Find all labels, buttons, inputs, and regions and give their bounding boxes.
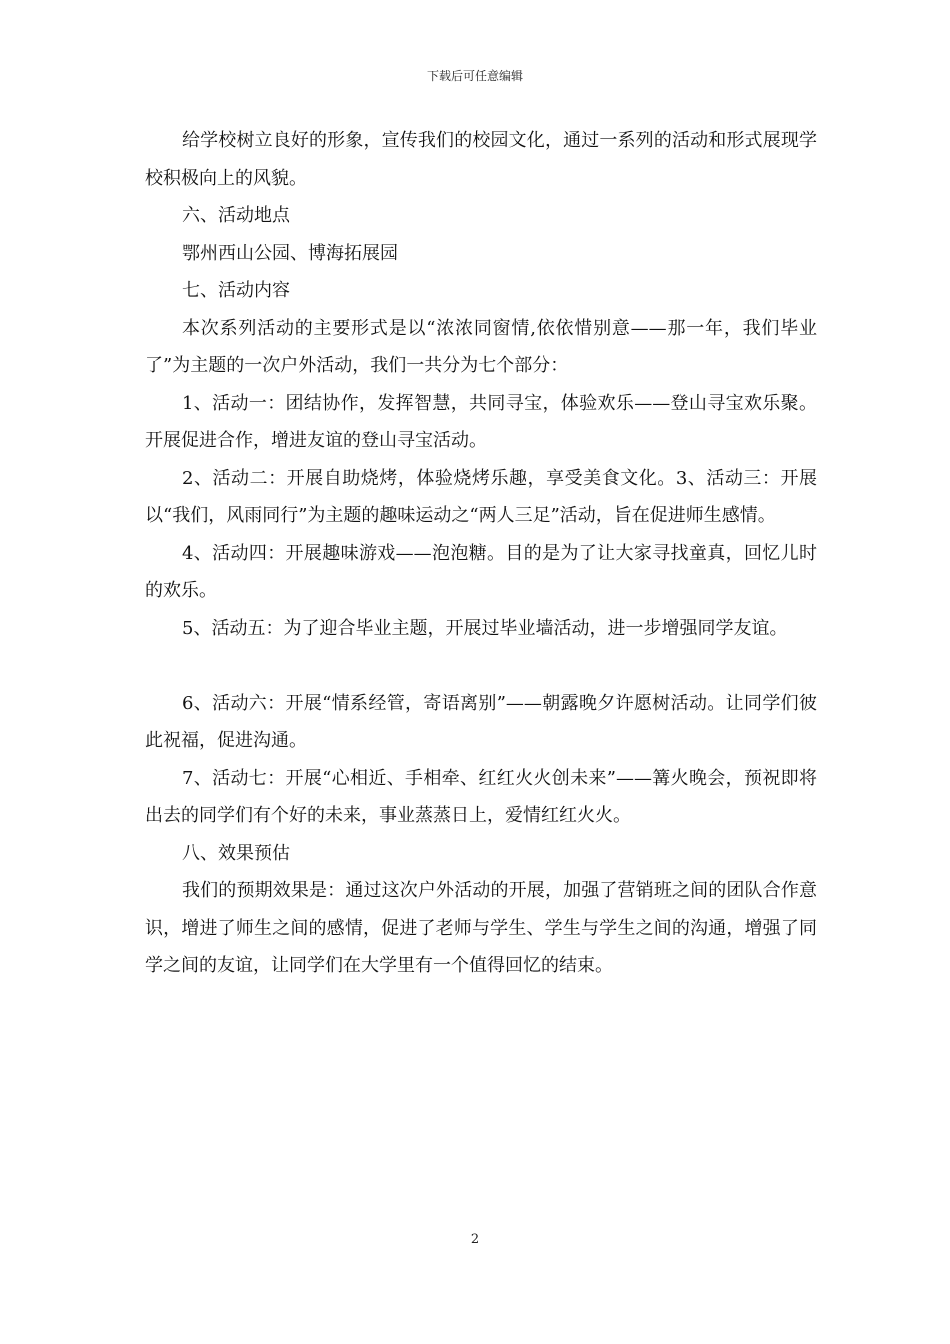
activity-item-4: 4、活动四：开展趣味游戏——泡泡糖。目的是为了让大家寻找童真，回忆儿时的欢乐。 <box>145 542 817 601</box>
activity-item-5: 5、活动五：为了迎合毕业主题，开展过毕业墙活动，进一步增强同学友谊。 <box>182 617 788 639</box>
activity-item-6: 6、活动六：开展“情系经管，寄语离别”——朝露晚夕许愿树活动。让同学们彼此祝福，促进沟通。 <box>145 692 817 751</box>
section-heading-location: 六、活动地点 <box>182 205 290 226</box>
activity-item-7: 7、活动七：开展“心相近、手相牵、红红火火创未来”——篝火晚会，预祝即将出去的同学们有个好的未来，事业蒸蒸日上，爱情红红火火。 <box>145 767 817 826</box>
section-heading-effect: 八、效果预估 <box>182 842 290 864</box>
activity-item-1: 1、活动一：团结协作，发挥智慧，共同寻宝，体验欢乐——登山寻宝欢乐聚。开展促进合作，增进友谊的登山寻宝活动。 <box>145 392 817 451</box>
paragraph-intro: 本次系列活动的主要形式是以“浓浓同窗情,依依惜别意——那一年，我们毕业了”为主题的一次户外活动，我们一共分为七个部分： <box>145 317 817 376</box>
paragraph-school-image: 给学校树立良好的形象，宣传我们的校园文化，通过一系列的活动和形式展现学校积极向上的风貌。 <box>145 130 817 189</box>
page-number: 2 <box>470 1232 480 1247</box>
section-heading-content: 七、活动内容 <box>182 280 290 301</box>
paragraph-effect: 我们的预期效果是：通过这次户外活动的开展，加强了营销班之间的团队合作意识，增进了师生之间的感情，促进了老师与学生、学生与学生之间的沟通，增强了同学之间的友谊，让同学们在大学里有一个值得回忆的结束。 <box>145 880 817 976</box>
header-note: 下载后可任意编辑 <box>426 69 523 83</box>
blank-line <box>145 647 817 685</box>
document-body <box>145 122 817 985</box>
paragraph-location: 鄂州西山公园、博海拓展园 <box>182 242 398 264</box>
activity-item-2-3: 2、活动二：开展自助烧烤，体验烧烤乐趣，享受美食文化。3、活动三：开展以“我们，风雨同行”为主题的趣味运动之“两人三足”活动，旨在促进师生感情。 <box>145 467 817 526</box>
